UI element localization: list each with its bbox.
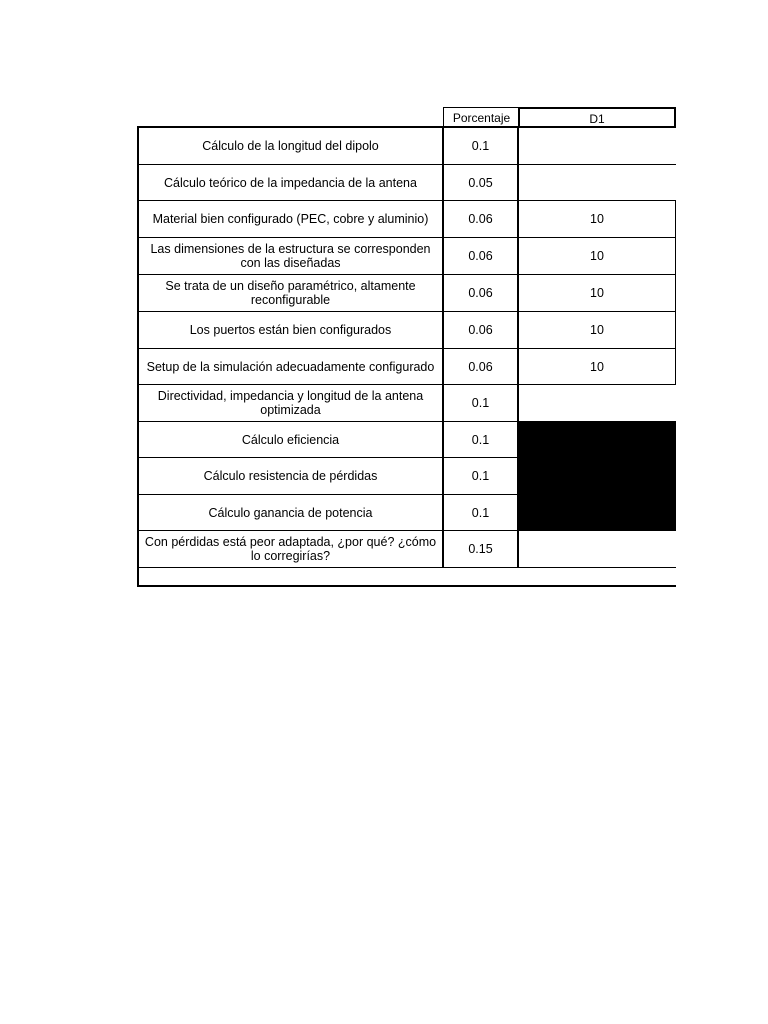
table-row (139, 312, 676, 349)
row-description: Directividad, impedancia y longitud de la antena optimizada (139, 385, 444, 421)
row-description: Con pérdidas está peor adaptada, ¿por qué? ¿cómo lo corregirías? (139, 531, 444, 567)
row-percentage: 0.15 (444, 531, 519, 567)
row-percentage: 0.05 (444, 165, 519, 200)
row-description: Cálculo de la longitud del dipolo (139, 128, 444, 164)
table-row (139, 165, 676, 201)
table-row (139, 458, 676, 495)
row-d1-value (519, 385, 676, 421)
row-percentage: 0.06 (444, 349, 519, 384)
table-row (139, 531, 676, 568)
row-description: Las dimensiones de la estructura se corresponden con las diseñadas (139, 238, 444, 274)
row-percentage: 0.06 (444, 201, 519, 237)
row-description: Cálculo teórico de la impedancia de la antena (139, 165, 444, 200)
row-d1-filled-cell (519, 422, 676, 457)
row-percentage: 0.06 (444, 275, 519, 311)
row-d1-value (519, 165, 676, 200)
row-percentage: 0.1 (444, 128, 519, 164)
table-row (139, 238, 676, 275)
row-percentage: 0.1 (444, 385, 519, 421)
grading-table (137, 126, 676, 587)
table-row (139, 349, 676, 385)
header-percentage: Porcentaje (443, 107, 519, 128)
row-percentage: 0.1 (444, 495, 519, 530)
table-row (139, 201, 676, 238)
table-row (139, 128, 676, 165)
table-row (139, 422, 676, 458)
row-d1-value (519, 128, 676, 164)
row-d1-value: 10 (519, 238, 676, 274)
row-description: Cálculo resistencia de pérdidas (139, 458, 444, 494)
row-d1-value: 10 (519, 201, 676, 237)
row-d1-value: 10 (519, 349, 676, 384)
row-percentage: 0.06 (444, 312, 519, 348)
row-d1-filled-cell (519, 458, 676, 494)
header-d1: D1 (518, 107, 676, 128)
table-row (139, 495, 676, 531)
row-description: Cálculo eficiencia (139, 422, 444, 457)
row-percentage: 0.1 (444, 422, 519, 457)
row-description: Material bien configurado (PEC, cobre y aluminio) (139, 201, 444, 237)
row-d1-value (519, 531, 676, 567)
row-description: Se trata de un diseño paramétrico, altamente reconfigurable (139, 275, 444, 311)
row-d1-value: 10 (519, 312, 676, 348)
row-d1-value: 10 (519, 275, 676, 311)
row-percentage: 0.06 (444, 238, 519, 274)
row-d1-filled-cell (519, 495, 676, 530)
row-description: Los puertos están bien configurados (139, 312, 444, 348)
footer-cell (139, 568, 676, 585)
table-row (139, 385, 676, 422)
table-footer-row (139, 568, 676, 587)
row-percentage: 0.1 (444, 458, 519, 494)
row-description: Setup de la simulación adecuadamente configurado (139, 349, 444, 384)
row-description: Cálculo ganancia de potencia (139, 495, 444, 530)
table-row (139, 275, 676, 312)
